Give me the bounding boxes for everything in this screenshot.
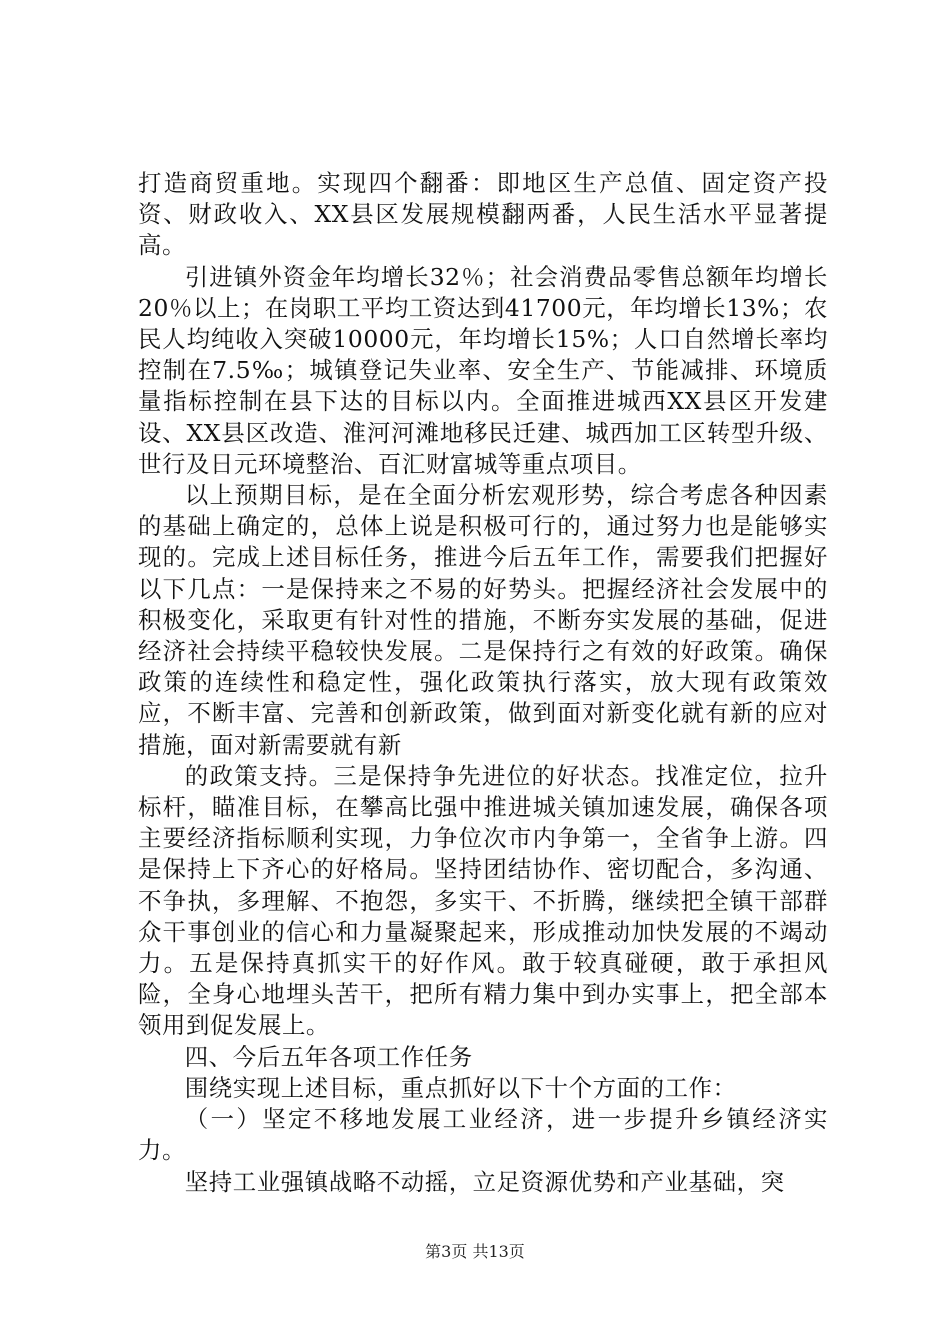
paragraph-ten-aspects: 围绕实现上述目标，重点抓好以下十个方面的工作： — [184, 1073, 737, 1102]
page-number-footer: 第3页 共13页 — [425, 1242, 525, 1261]
paragraph-industry-strategy: 坚持工业强镇战略不动摇，立足资源优势和产业基础，突 — [184, 1167, 785, 1196]
paragraph-targets: 引进镇外资金年均增长32％；社会消费品零售总额年均增长20％以上；在岗职工平均工资达到41700元，年均增长13%；农民人均纯收入突破10000元，年均增长15%；人口自然增长率均控制在7.5‰；城镇登记失业率、安全生产、节能减排、环境质量指标控制在县下达的目标以内。全面推进城西XX县区开发建设、XX县区改造、淮河河滩地移民迁建、城西加工区转型升级、世行及日元环境整治、百汇财富城等重点项目。 — [138, 262, 828, 478]
paragraph-policy-support: 的政策支持。三是保持争先进位的好状态。找准定位，拉升标杆，瞄准目标，在攀高比强中推进城关镇加速发展，确保各项主要经济指标顺利实现，力争位次市内争第一，全省争上游。四是保持上下齐心的好格局。坚持团结协作、密切配合，多沟通、不争执，多理解、不抱怨，多实干、不折腾，继续把全镇干部群众干事创业的信心和力量凝聚起来，形成推动加快发展的不竭动力。五是保持真抓实干的好作风。敢于较真碰硬，敢于承担风险，全身心地埋头苦干，把所有精力集中到办实事上，把全部本领用到促发展上。 — [138, 761, 828, 1040]
section-heading-four: 四、今后五年各项工作任务 — [184, 1042, 473, 1071]
document-body — [138, 168, 828, 1198]
paragraph-continuation: 打造商贸重地。实现四个翻番：即地区生产总值、固定资产投资、财政收入、XX县区发展规模翻两番，人民生活水平显著提高。 — [138, 169, 828, 260]
paragraph-expected-goals: 以上预期目标，是在全面分析宏观形势，综合考虑各种因素的基础上确定的，总体上说是积极可行的，通过努力也是能够实现的。完成上述目标任务，推进今后五年工作，需要我们把握好以下几点：一是保持来之不易的好势头。把握经济社会发展中的积极变化，采取更有针对性的措施，不断夯实发展的基础，促进经济社会持续平稳较快发展。二是保持行之有效的好政策。确保政策的连续性和稳定性，强化政策执行落实，放大现有政策效应，不断丰富、完善和创新政策，做到面对新变化就有新的应对措施，面对新需要就有新 — [138, 481, 828, 759]
subsection-heading-one: （一）坚定不移地发展工业经济，进一步提升乡镇经济实力。 — [138, 1105, 828, 1165]
